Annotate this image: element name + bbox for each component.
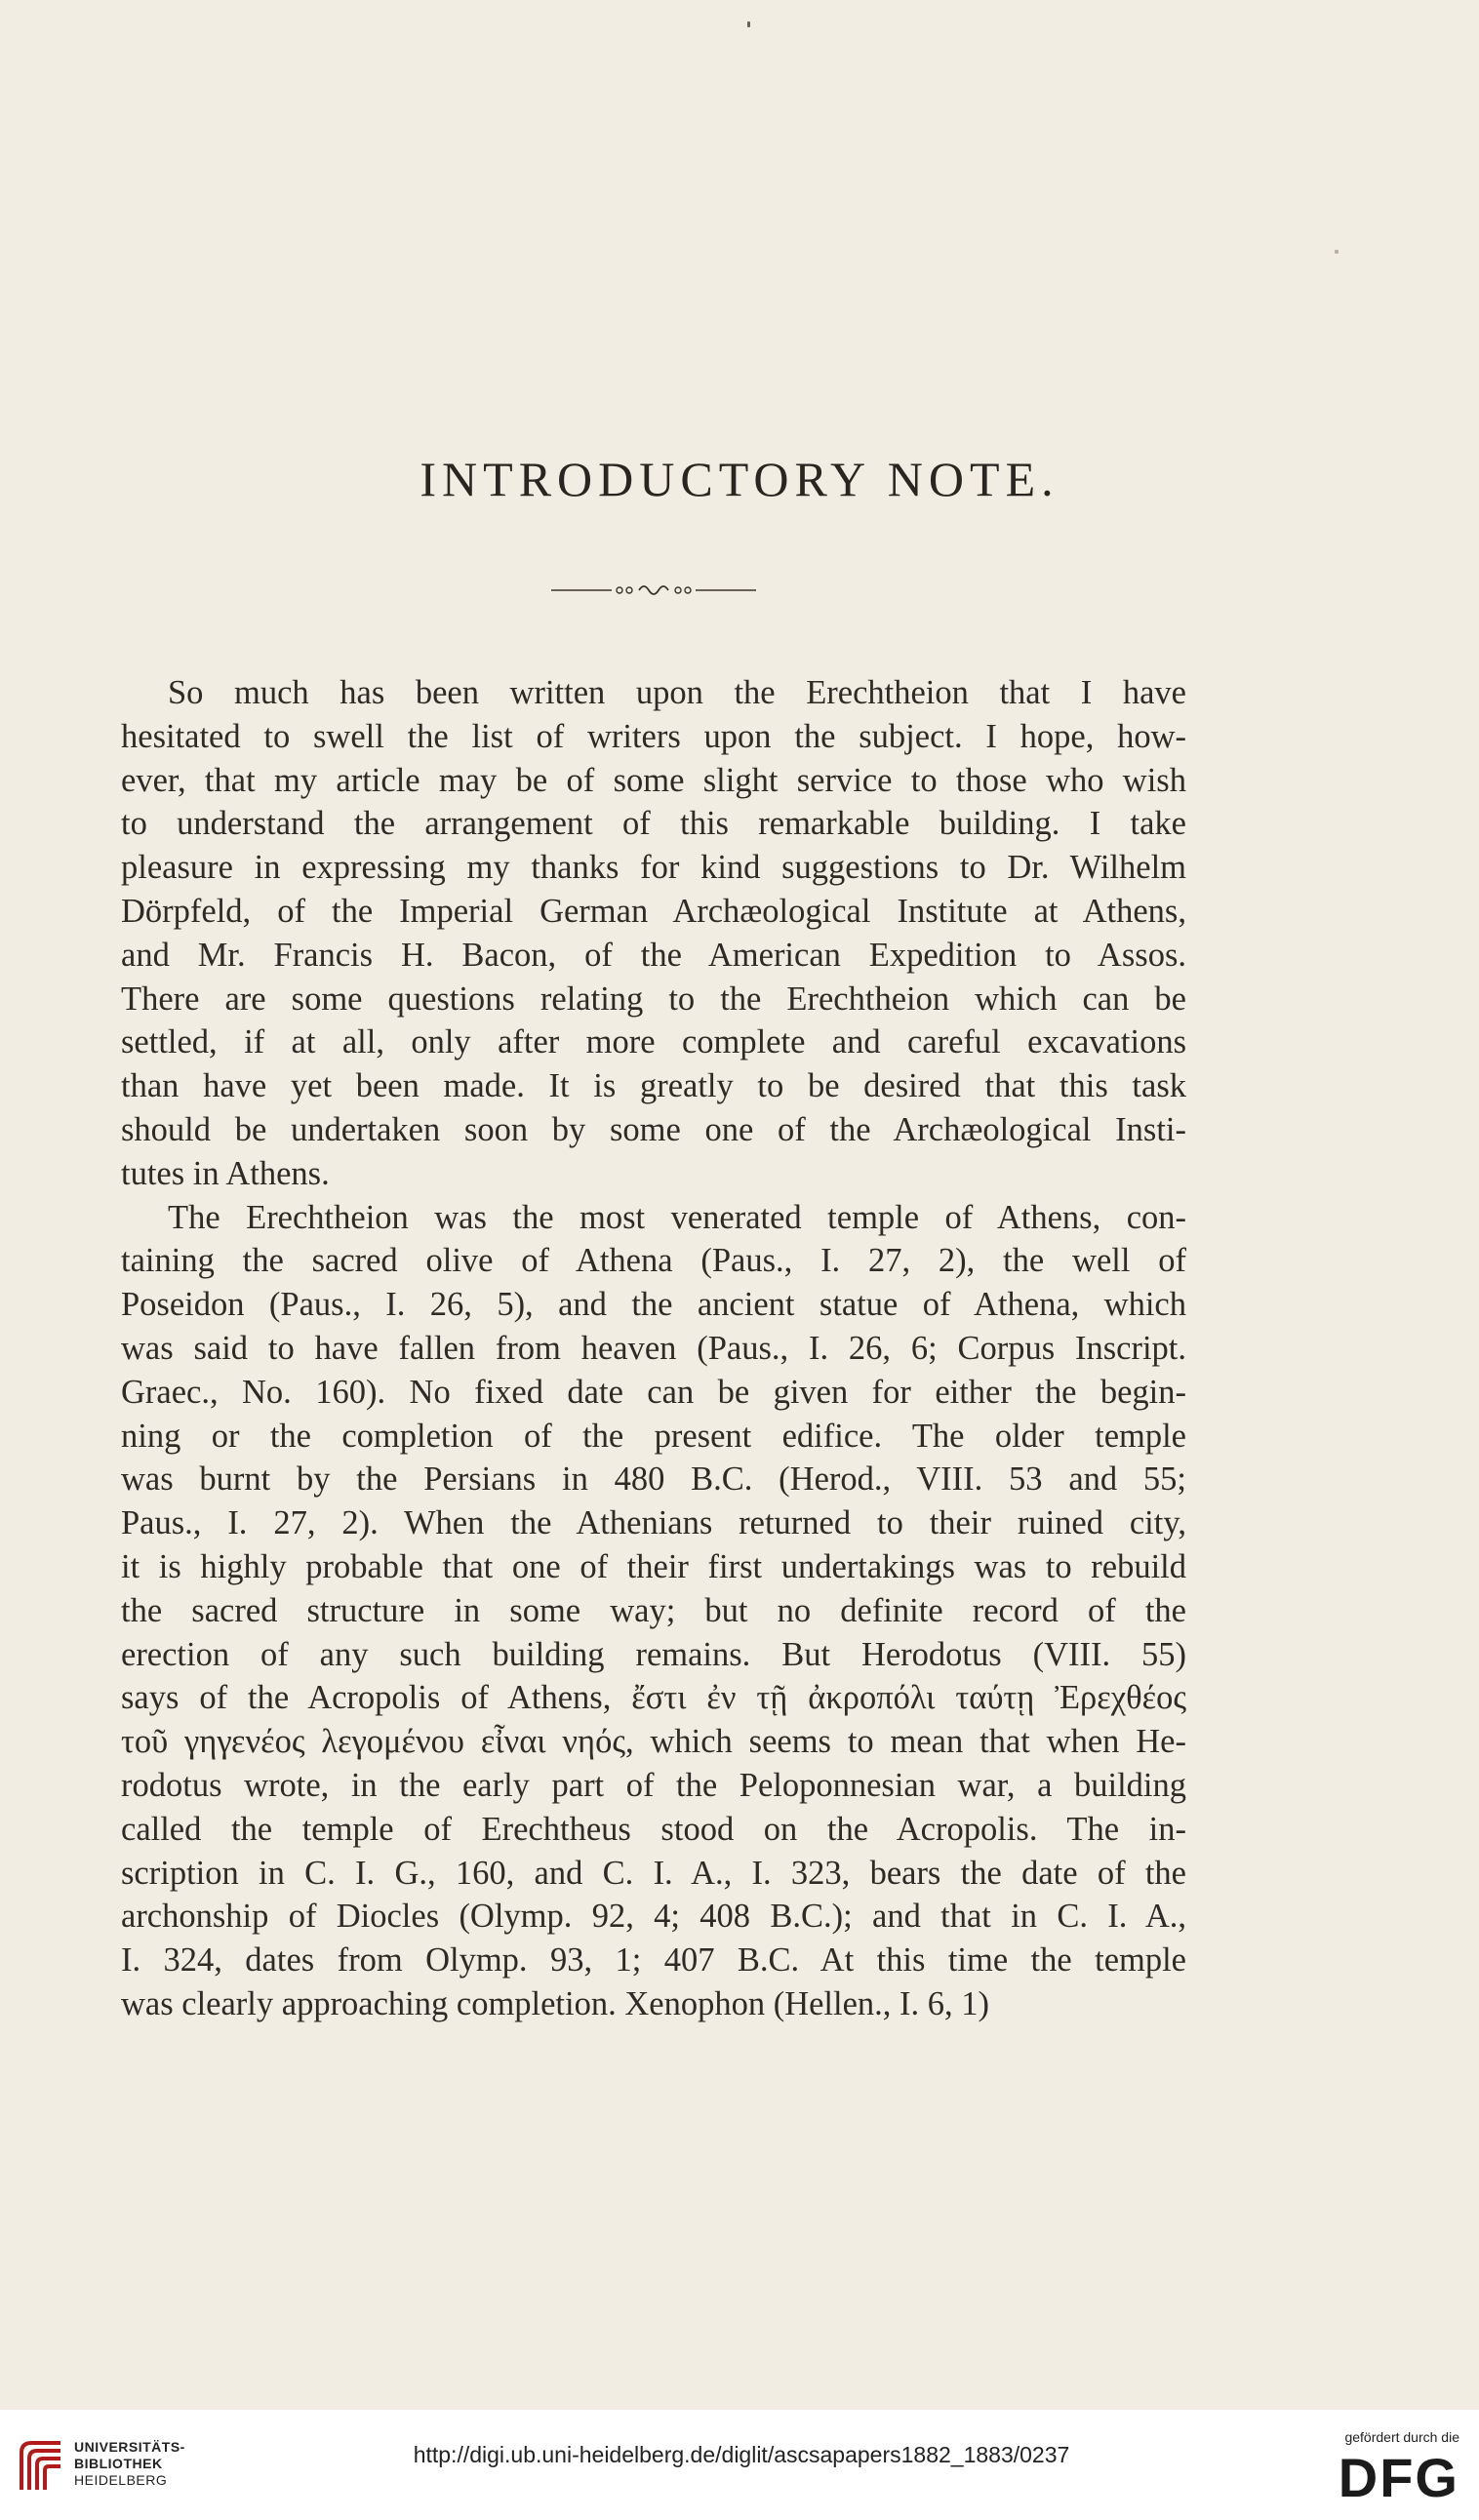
text-line: There are some questions relating to the Erechtheion which can be bbox=[121, 980, 1186, 1018]
text-line: Poseidon (Paus., I. 26, 5), and the ancient statue of Athena, which bbox=[121, 1286, 1186, 1324]
body-text bbox=[121, 671, 1186, 2026]
text-line: Paus., I. 27, 2). When the Athenians returned to their ruined city, bbox=[121, 1504, 1186, 1542]
text-line: The Erechtheion was the most venerated temple of Athens, con- bbox=[168, 1198, 1186, 1236]
text-line: it is highly probable that one of their first undertakings was to rebuild bbox=[121, 1547, 1186, 1585]
ornament-divider bbox=[551, 580, 756, 600]
text-line: hesitated to swell the list of writers upon the subject. I hope, how- bbox=[121, 717, 1186, 755]
dfg-logo: DFG bbox=[1338, 2447, 1459, 2508]
ink-speck bbox=[747, 21, 750, 27]
text-line: tutes in Athens. bbox=[121, 1154, 330, 1192]
text-line: scription in C. I. G., 160, and C. I. A., I. 323, bears the date of the bbox=[121, 1854, 1186, 1892]
text-line: I. 324, dates from Olymp. 93, 1; 407 B.C. At this time the temple bbox=[121, 1941, 1186, 1980]
text-line: settled, if at all, only after more complete and careful excavations bbox=[121, 1023, 1186, 1061]
text-line: erection of any such building remains. But Herodotus (VIII. 55) bbox=[121, 1635, 1186, 1673]
library-logo-icon bbox=[18, 2439, 64, 2494]
text-line: to understand the arrangement of this remarkable building. I take bbox=[121, 805, 1186, 843]
text-line: should be undertaken soon by some one of the Archæological Insti- bbox=[121, 1110, 1186, 1148]
library-name bbox=[74, 2439, 185, 2489]
text-line: than have yet been made. It is greatly to be desired that this task bbox=[121, 1067, 1186, 1105]
paragraph bbox=[121, 1196, 1186, 2026]
text-line: says of the Acropolis of Athens, ἔστι ἐν τῇ ἀκροπόλι ταύτῃ Ἐρεχθέος bbox=[121, 1679, 1186, 1717]
text-line: Graec., No. 160). No fixed date can be given for either the begin- bbox=[121, 1373, 1186, 1411]
text-line: and Mr. Francis H. Bacon, of the American Expedition to Assos. bbox=[121, 936, 1186, 974]
source-url-link[interactable]: http://digi.ub.uni-heidelberg.de/diglit/ascsapapers1882_1883/0237 bbox=[413, 2442, 1070, 2467]
library-name-line: UNIVERSITÄTS- bbox=[74, 2439, 185, 2455]
text-line: ning or the completion of the present edifice. The older temple bbox=[121, 1417, 1186, 1455]
text-line: taining the sacred olive of Athena (Paus., I. 27, 2), the well of bbox=[121, 1242, 1186, 1280]
ink-speck bbox=[1335, 250, 1339, 254]
text-line: was clearly approaching completion. Xenophon (Hellen., I. 6, 1) bbox=[121, 1984, 990, 2022]
text-line: rodotus wrote, in the early part of the Peloponnesian war, a building bbox=[121, 1766, 1186, 1804]
text-line: Dörpfeld, of the Imperial German Archæological Institute at Athens, bbox=[121, 892, 1186, 930]
text-line: So much has been written upon the Erechtheion that I have bbox=[168, 674, 1186, 711]
text-line: pleasure in expressing my thanks for kind suggestions to Dr. Wilhelm bbox=[121, 849, 1186, 887]
library-name-line: HEIDELBERG bbox=[74, 2472, 168, 2488]
text-line: the sacred structure in some way; but no definite record of the bbox=[121, 1591, 1186, 1629]
text-line: ever, that my article may be of some slight service to those who wish bbox=[121, 761, 1186, 799]
text-line: archonship of Diocles (Olymp. 92, 4; 408 B.C.); and that in C. I. A., bbox=[121, 1898, 1186, 1936]
paragraph bbox=[121, 671, 1186, 1196]
text-line: τοῦ γηγενέος λεγομένου εἶναι νηός, which seems to mean that when He- bbox=[121, 1723, 1186, 1761]
text-line: was said to have fallen from heaven (Paus., I. 26, 6; Corpus Inscript. bbox=[121, 1329, 1186, 1367]
page-title: INTRODUCTORY NOTE. bbox=[420, 452, 1059, 506]
text-line: called the temple of Erechtheus stood on the Acropolis. The in- bbox=[121, 1810, 1186, 1848]
funder-caption: gefördert durch die bbox=[1344, 2429, 1459, 2445]
text-line: was burnt by the Persians in 480 B.C. (Herod., VIII. 53 and 55; bbox=[121, 1460, 1186, 1499]
library-name-line: BIBLIOTHEK bbox=[74, 2456, 163, 2471]
footer-bar bbox=[0, 2410, 1479, 2520]
